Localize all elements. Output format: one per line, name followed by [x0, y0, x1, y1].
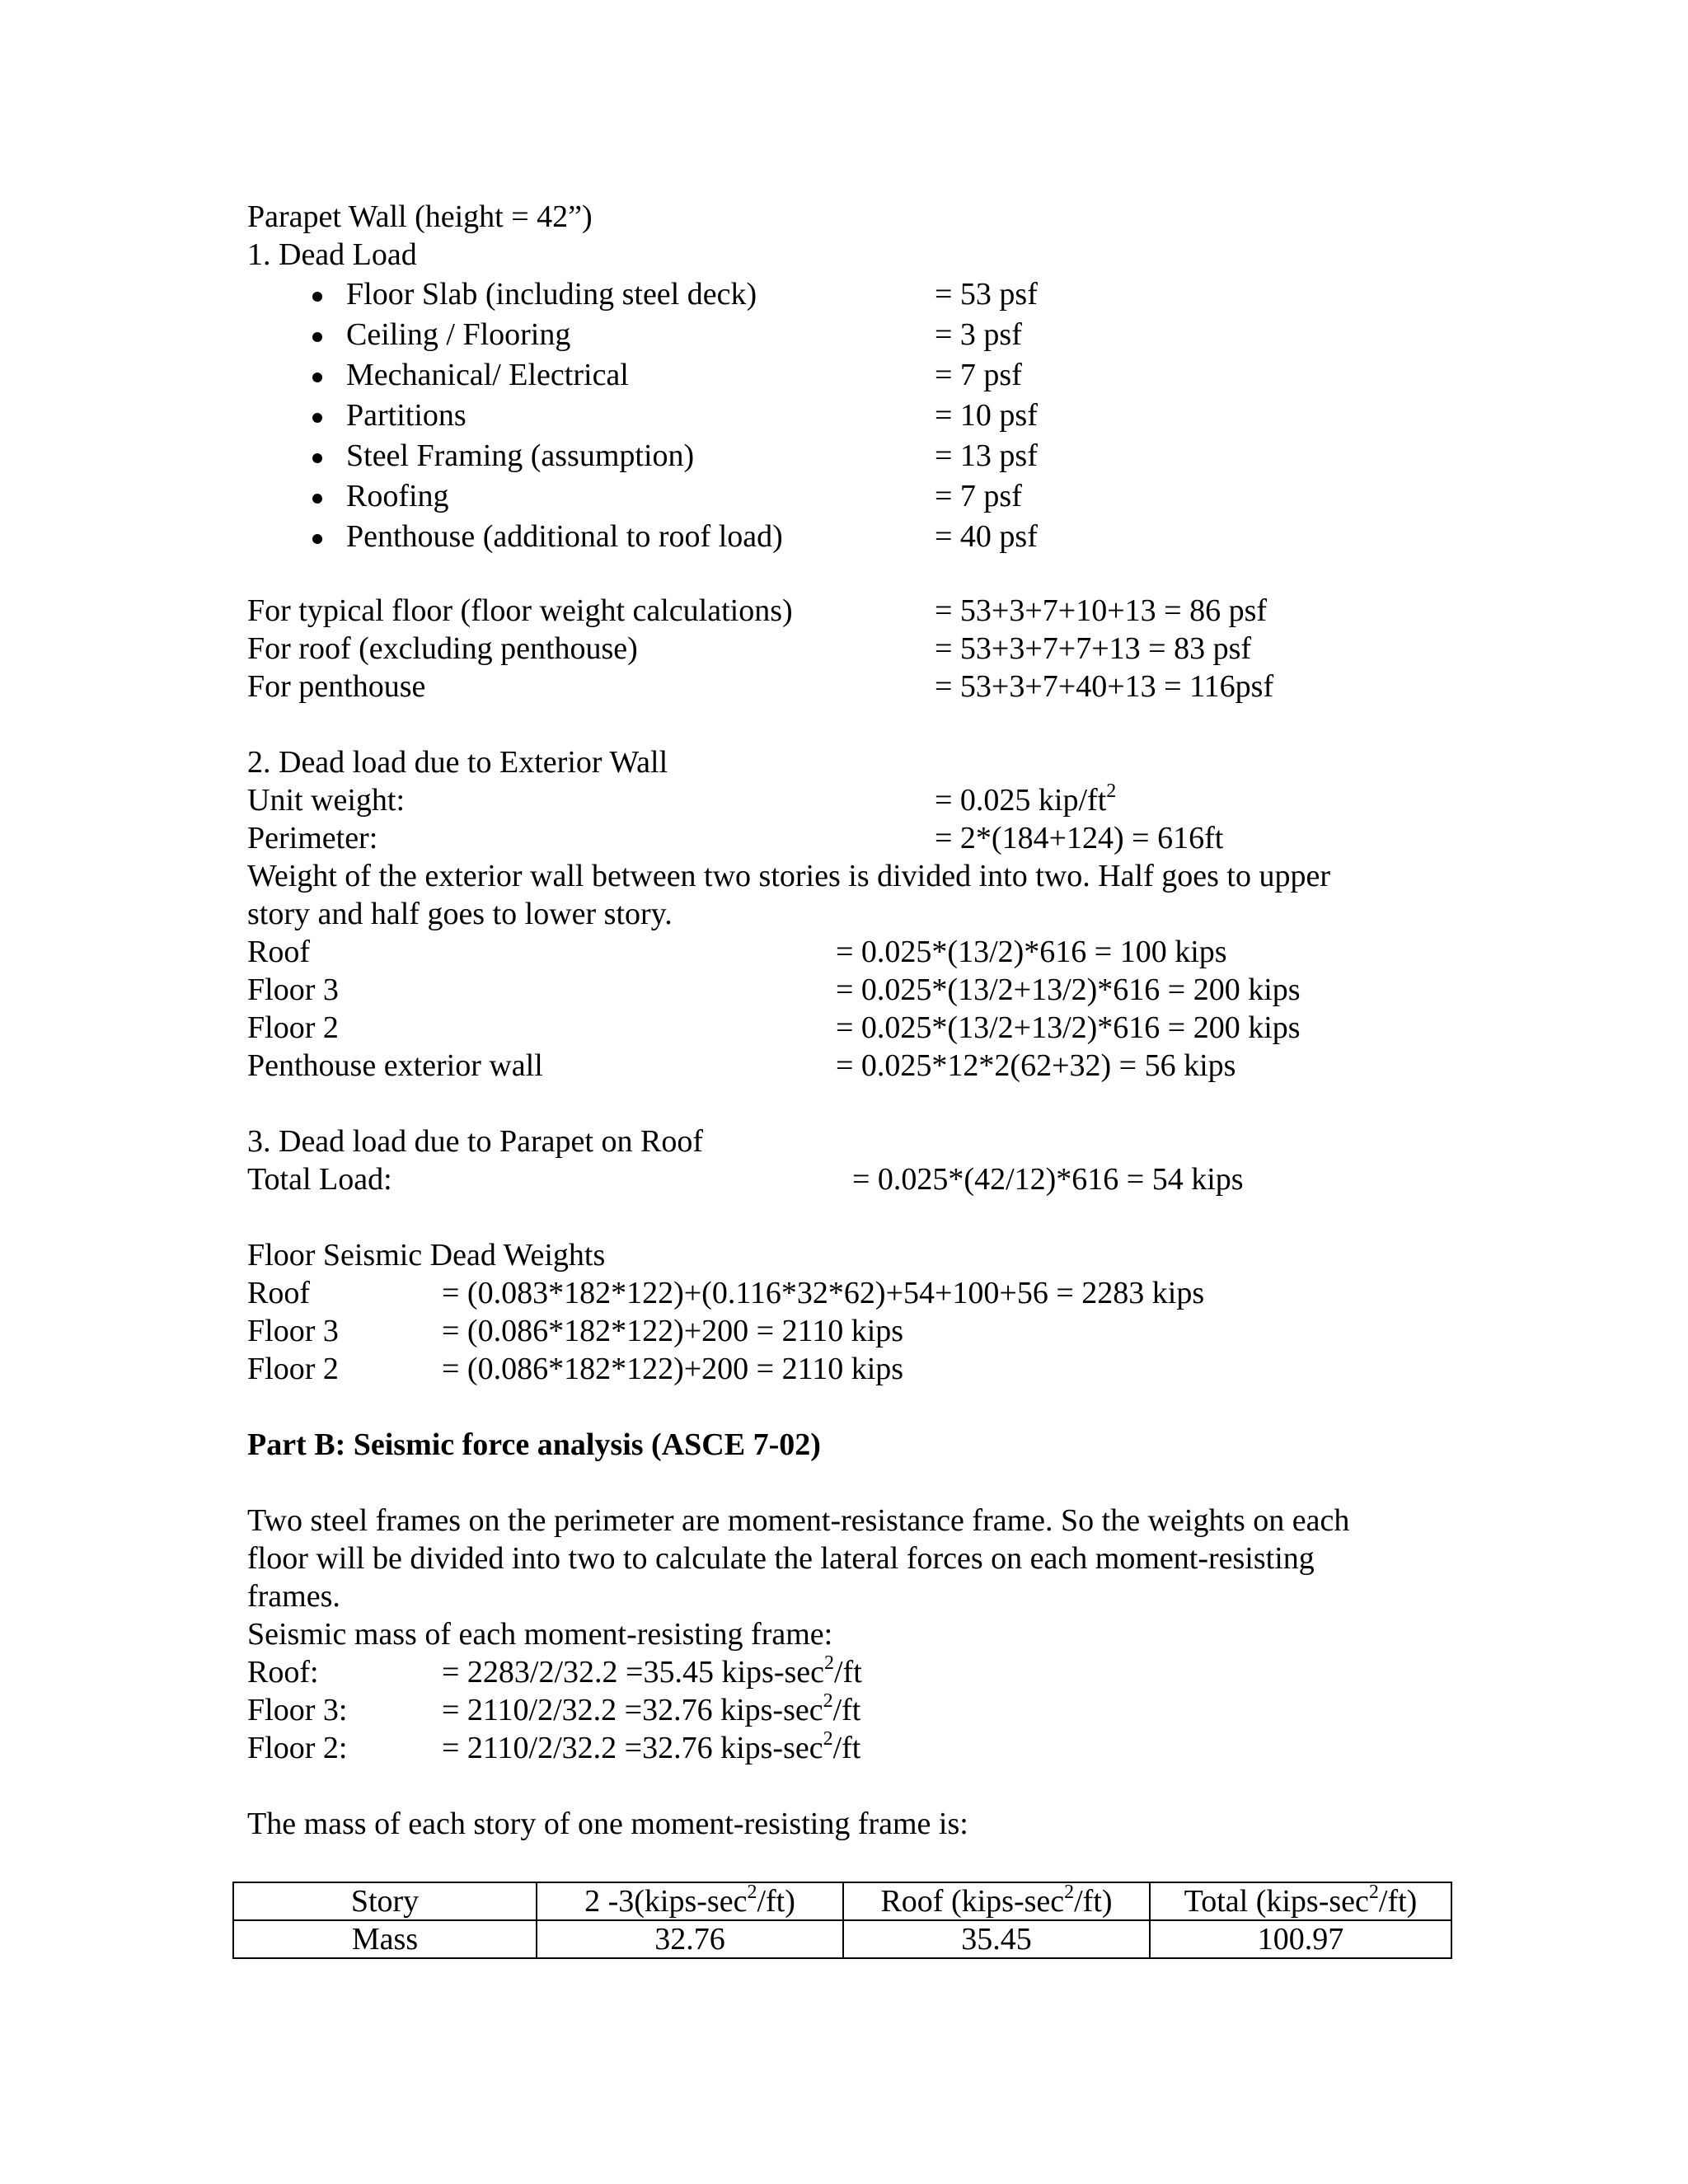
table-header-cell: Roof $(kips-\sec^2/ft)$: [843, 1882, 1150, 1920]
floor-total-label: For roof (excluding penthouse): [247, 631, 638, 666]
table-row: [233, 1920, 1451, 1958]
seismic-weight-value: = (0.086*182*122)+200 = 2110 kips: [442, 1352, 904, 1386]
dead-load-item-value: = 40 psf: [935, 519, 1038, 554]
dead-load-item-label: Mechanical/ Electrical: [346, 358, 629, 392]
exterior-wall-row-value: = 0.025*(13/2+13/2)*616 = 200 kips: [836, 1010, 1301, 1045]
bullet-icon: [312, 292, 322, 302]
parapet-wall-line: Parapet Wall (height = 42”): [247, 199, 593, 234]
dead-load-item-label: Steel Framing (assumption): [346, 438, 695, 473]
dead-load-item-value: = 3 psf: [935, 317, 1022, 352]
part-b-paragraph-line: floor will be divided into two to calculate the lateral forces on each moment-resisting: [247, 1541, 1315, 1576]
dead-load-item-value: = 10 psf: [935, 398, 1038, 433]
seismic-weights-heading: Floor Seismic Dead Weights: [247, 1238, 606, 1272]
part-b-heading: Part B: Seismic force analysis (ASCE 7-02): [247, 1427, 821, 1462]
perimeter-label: Perimeter:: [247, 821, 378, 855]
dead-load-item-value: = 7 psf: [935, 479, 1022, 513]
dead-load-heading: 1. Dead Load: [247, 237, 417, 272]
seismic-weight-value: = (0.086*182*122)+200 = 2110 kips: [442, 1314, 904, 1348]
bullet-icon: [312, 373, 322, 382]
dead-load-item-value: = 53 psf: [935, 277, 1038, 312]
floor-total-label: For typical floor (floor weight calculations): [247, 593, 793, 628]
floor-total-value: = 53+3+7+10+13 = 86 psf: [935, 593, 1268, 628]
perimeter-value: = 2*(184+124) = 616ft: [935, 821, 1224, 855]
seismic-mass-label: Floor 3:: [247, 1693, 348, 1727]
exterior-wall-row-label: Penthouse exterior wall: [247, 1048, 543, 1083]
seismic-mass-heading: Seismic mass of each moment-resisting frame:: [247, 1617, 833, 1652]
mass-table-intro: The mass of each story of one moment-resisting frame is:: [247, 1807, 968, 1841]
bullet-icon: [312, 453, 322, 463]
bullet-icon: [312, 413, 322, 423]
exterior-wall-row-label: Roof: [247, 935, 310, 969]
seismic-mass-label: Floor 2:: [247, 1731, 348, 1765]
seismic-mass-value: = 2110/2/32.2 =32.76 kips-$\sec^2/ft$: [442, 1728, 861, 1765]
dead-load-item-value: = 13 psf: [935, 438, 1038, 473]
table-cell: 100.97: [1150, 1920, 1451, 1958]
unit-weight-value: = 0.025 kip/$ft^2$: [935, 780, 1117, 818]
floor-total-value: = 53+3+7+40+13 = 116psf: [935, 669, 1274, 704]
table-header-cell: 2 $-3(kips-\sec^2/ft)$: [537, 1882, 843, 1920]
exterior-wall-row-label: Floor 2: [247, 1010, 339, 1045]
exterior-wall-row-value: = 0.025*(13/2)*616 = 100 kips: [836, 935, 1227, 969]
exterior-wall-row-label: Floor 3: [247, 972, 339, 1007]
seismic-mass-value: = 2110/2/32.2 =32.76 kips-$\sec^2/ft$: [442, 1690, 861, 1727]
seismic-weight-label: Roof: [247, 1276, 310, 1310]
part-b-paragraph-line: frames.: [247, 1579, 340, 1614]
table-header-cell: Total $(kips-\sec^2/ft)$: [1150, 1882, 1451, 1920]
parapet-heading: 3. Dead load due to Parapet on Roof: [247, 1124, 703, 1159]
table-header-row: [233, 1882, 1451, 1920]
floor-total-label: For penthouse: [247, 669, 426, 704]
seismic-mass-label: Roof:: [247, 1655, 319, 1690]
exterior-wall-row-value: = 0.025*12*2(62+32) = 56 kips: [836, 1048, 1236, 1083]
exterior-wall-note: Weight of the exterior wall between two stories is divided into two. Half goes to upper: [247, 859, 1330, 893]
unit-weight-label: Unit weight:: [247, 783, 406, 818]
exterior-wall-note: story and half goes to lower story.: [247, 897, 673, 931]
exterior-wall-heading: 2. Dead load due to Exterior Wall: [247, 745, 668, 780]
floor-total-value: = 53+3+7+7+13 = 83 psf: [935, 631, 1252, 666]
seismic-weight-value: = (0.083*182*122)+(0.116*32*62)+54+100+56 = 2283 kips: [442, 1276, 1205, 1310]
part-b-paragraph-line: Two steel frames on the perimeter are moment-resistance frame. So the weights on each: [247, 1503, 1350, 1538]
bullet-icon: [312, 494, 322, 504]
seismic-mass-value: = 2283/2/32.2 =35.45 kips-$\sec^2/ft$: [442, 1652, 862, 1690]
bullet-icon: [312, 534, 322, 544]
table-header-cell: Story: [233, 1882, 537, 1920]
table-cell: Mass: [233, 1920, 537, 1958]
bullet-icon: [312, 332, 322, 342]
dead-load-item-value: = 7 psf: [935, 358, 1022, 392]
seismic-weight-label: Floor 2: [247, 1352, 339, 1386]
parapet-total-label: Total Load:: [247, 1162, 392, 1197]
seismic-weight-label: Floor 3: [247, 1314, 339, 1348]
dead-load-item-label: Roofing: [346, 479, 449, 513]
dead-load-item-label: Floor Slab (including steel deck): [346, 277, 757, 312]
mass-table: [232, 1882, 1452, 1959]
table-cell: 35.45: [843, 1920, 1150, 1958]
exponent: 2: [1106, 780, 1117, 803]
exterior-wall-row-value: = 0.025*(13/2+13/2)*616 = 200 kips: [836, 972, 1301, 1007]
dead-load-item-label: Partitions: [346, 398, 467, 433]
parapet-total-value: = 0.025*(42/12)*616 = 54 kips: [852, 1162, 1244, 1197]
dead-load-item-label: Penthouse (additional to roof load): [346, 519, 783, 554]
dead-load-item-label: Ceiling / Flooring: [346, 317, 571, 352]
table-cell: 32.76: [537, 1920, 843, 1958]
